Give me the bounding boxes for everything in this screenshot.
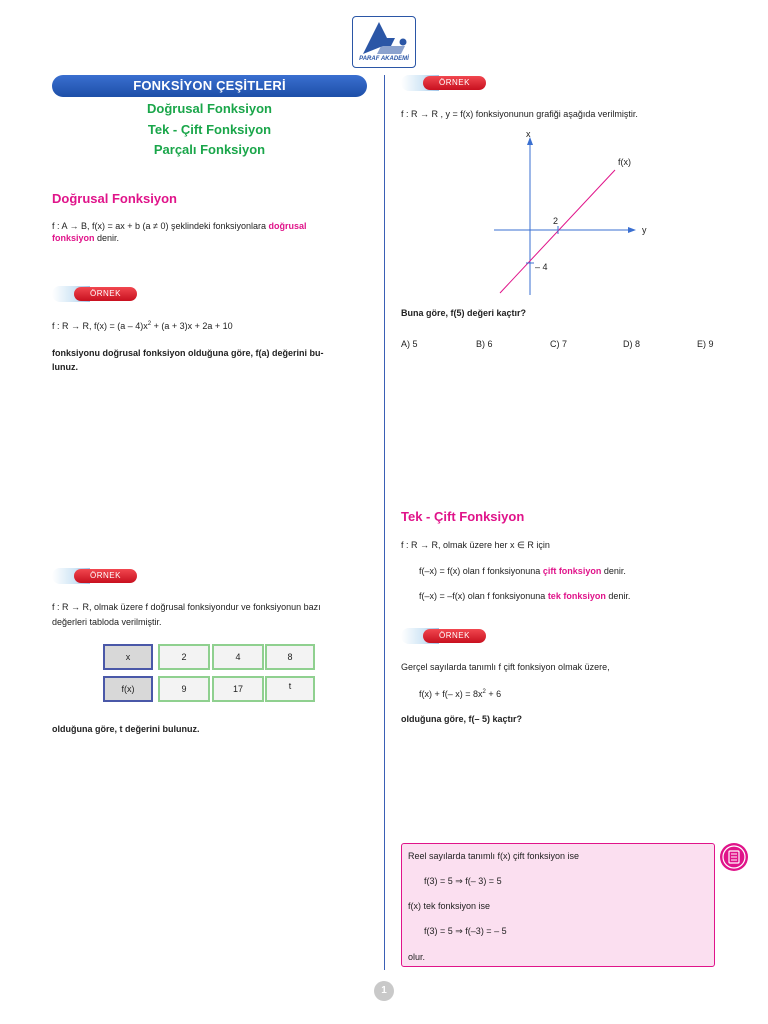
formula-part: + (a + 3)x + 2a + 10 bbox=[151, 321, 233, 331]
logo-text: PARAF AKADEMİ bbox=[359, 56, 409, 62]
page-number: 1 bbox=[374, 981, 394, 1001]
example-badge-2 bbox=[52, 568, 137, 584]
publisher-logo bbox=[352, 16, 416, 68]
section-title-odd-even: Tek - Çift Fonksiyon bbox=[401, 509, 525, 524]
example-badge-1 bbox=[52, 286, 137, 302]
intercept-label: – 4 bbox=[535, 262, 548, 272]
table-cell: 8 bbox=[265, 644, 315, 670]
choice-a[interactable]: A) 5 bbox=[401, 339, 418, 349]
example-badge-4 bbox=[401, 628, 486, 644]
formula-part: f(x) + f(– x) = 8x bbox=[419, 689, 483, 699]
exponent: 2 bbox=[147, 321, 152, 327]
info-box bbox=[401, 843, 715, 967]
page-title: FONKSİYON ÇEŞİTLERİ bbox=[52, 75, 367, 97]
table-cell: 4 bbox=[212, 644, 264, 670]
table-cell: 17 bbox=[212, 676, 264, 702]
table-cell: t bbox=[265, 676, 315, 702]
column-divider bbox=[384, 75, 385, 970]
horizontal-axis-label: y bbox=[642, 225, 647, 235]
example2-text bbox=[52, 600, 372, 630]
badge-label: ÖRNEK bbox=[423, 76, 486, 90]
choice-b[interactable]: B) 6 bbox=[476, 339, 493, 349]
definition-end: denir. bbox=[605, 591, 631, 601]
intercept-label: 2 bbox=[553, 216, 559, 226]
definition-text: f(–x) = –f(x) olan f fonksiyonuna bbox=[419, 591, 548, 601]
example2-question: olduğuna göre, t değerini bulunuz. bbox=[52, 724, 200, 734]
formula-part: f : R → R, f(x) = (a – 4)x bbox=[52, 321, 148, 331]
notebook-icon bbox=[720, 843, 748, 871]
odd-even-intro: f : R → R, olmak üzere her x ∈ R için bbox=[401, 540, 550, 550]
choice-c[interactable]: C) 7 bbox=[550, 339, 568, 349]
definition-end: denir. bbox=[601, 566, 626, 576]
subtitle-linear: Doğrusal Fonksiyon bbox=[147, 101, 272, 116]
question-line: lunuz. bbox=[52, 362, 78, 372]
example4-text: Gerçel sayılarda tanımlı f çift fonksiyon olmak üzere, bbox=[401, 662, 610, 672]
exponent: 2 bbox=[482, 689, 486, 695]
info-line: olur. bbox=[408, 952, 426, 962]
table-cell: 9 bbox=[158, 676, 210, 702]
info-line: Reel sayılarda tanımlı f(x) çift fonksiyon ise bbox=[408, 851, 580, 861]
even-definition bbox=[419, 565, 626, 577]
text-line: değerleri tabloda verilmiştir. bbox=[52, 617, 162, 627]
definition-text: f : A → B, f(x) = ax + b (a ≠ 0) şeklindeki fonksiyonlara bbox=[52, 221, 269, 231]
example1-formula bbox=[52, 318, 233, 332]
example1-question bbox=[52, 346, 372, 374]
example3-question: Buna göre, f(5) değeri kaçtır? bbox=[401, 308, 527, 318]
text-line: f : R → R, olmak üzere f doğrusal fonksiyondur ve fonksiyonun bazı bbox=[52, 602, 321, 612]
subtitle-piecewise: Parçalı Fonksiyon bbox=[153, 142, 266, 157]
example3-text: f : R → R , y = f(x) fonksiyonunun grafiği aşağıda verilmiştir. bbox=[401, 109, 638, 119]
choice-d[interactable]: D) 8 bbox=[623, 339, 641, 349]
curve-label: f(x) bbox=[618, 157, 631, 167]
example4-question: olduğuna göre, f(– 5) kaçtır? bbox=[401, 714, 523, 724]
table-cell: 2 bbox=[158, 644, 210, 670]
linear-definition bbox=[52, 220, 372, 244]
badge-label: ÖRNEK bbox=[74, 569, 137, 583]
info-line: f(3) = 5 ⇒ f(– 3) = 5 bbox=[424, 876, 502, 886]
term-linear: doğrusal bbox=[268, 221, 307, 231]
badge-label: ÖRNEK bbox=[423, 629, 486, 643]
odd-definition bbox=[419, 590, 630, 602]
question-line: fonksiyonu doğrusal fonksiyon olduğuna göre, f(a) değerini bu- bbox=[52, 348, 324, 358]
definition-end: denir. bbox=[94, 233, 120, 243]
definition-text: f(–x) = f(x) olan f fonksiyonuna bbox=[419, 566, 543, 576]
horizontal-axis-arrow-icon bbox=[628, 227, 636, 233]
table-header-x: x bbox=[103, 644, 153, 670]
table-header-fx: f(x) bbox=[103, 676, 153, 702]
vertical-axis-label: x bbox=[526, 129, 531, 139]
term-function: fonksiyon bbox=[52, 233, 95, 243]
values-table bbox=[103, 644, 315, 704]
logo-mark-icon bbox=[361, 20, 407, 56]
badge-label: ÖRNEK bbox=[74, 287, 137, 301]
formula-part: + 6 bbox=[485, 689, 502, 699]
choice-e[interactable]: E) 9 bbox=[697, 339, 714, 349]
example-badge-3 bbox=[401, 75, 486, 91]
function-graph bbox=[480, 125, 680, 300]
info-line: f(x) tek fonksiyon ise bbox=[408, 901, 491, 911]
example4-formula bbox=[419, 686, 501, 700]
term-even: çift fonksiyon bbox=[542, 566, 602, 576]
term-odd: tek fonksiyon bbox=[547, 591, 606, 601]
subtitle-odd-even: Tek - Çift Fonksiyon bbox=[147, 122, 272, 137]
info-line: f(3) = 5 ⇒ f(–3) = – 5 bbox=[424, 926, 507, 936]
section-title-linear: Doğrusal Fonksiyon bbox=[52, 191, 177, 206]
